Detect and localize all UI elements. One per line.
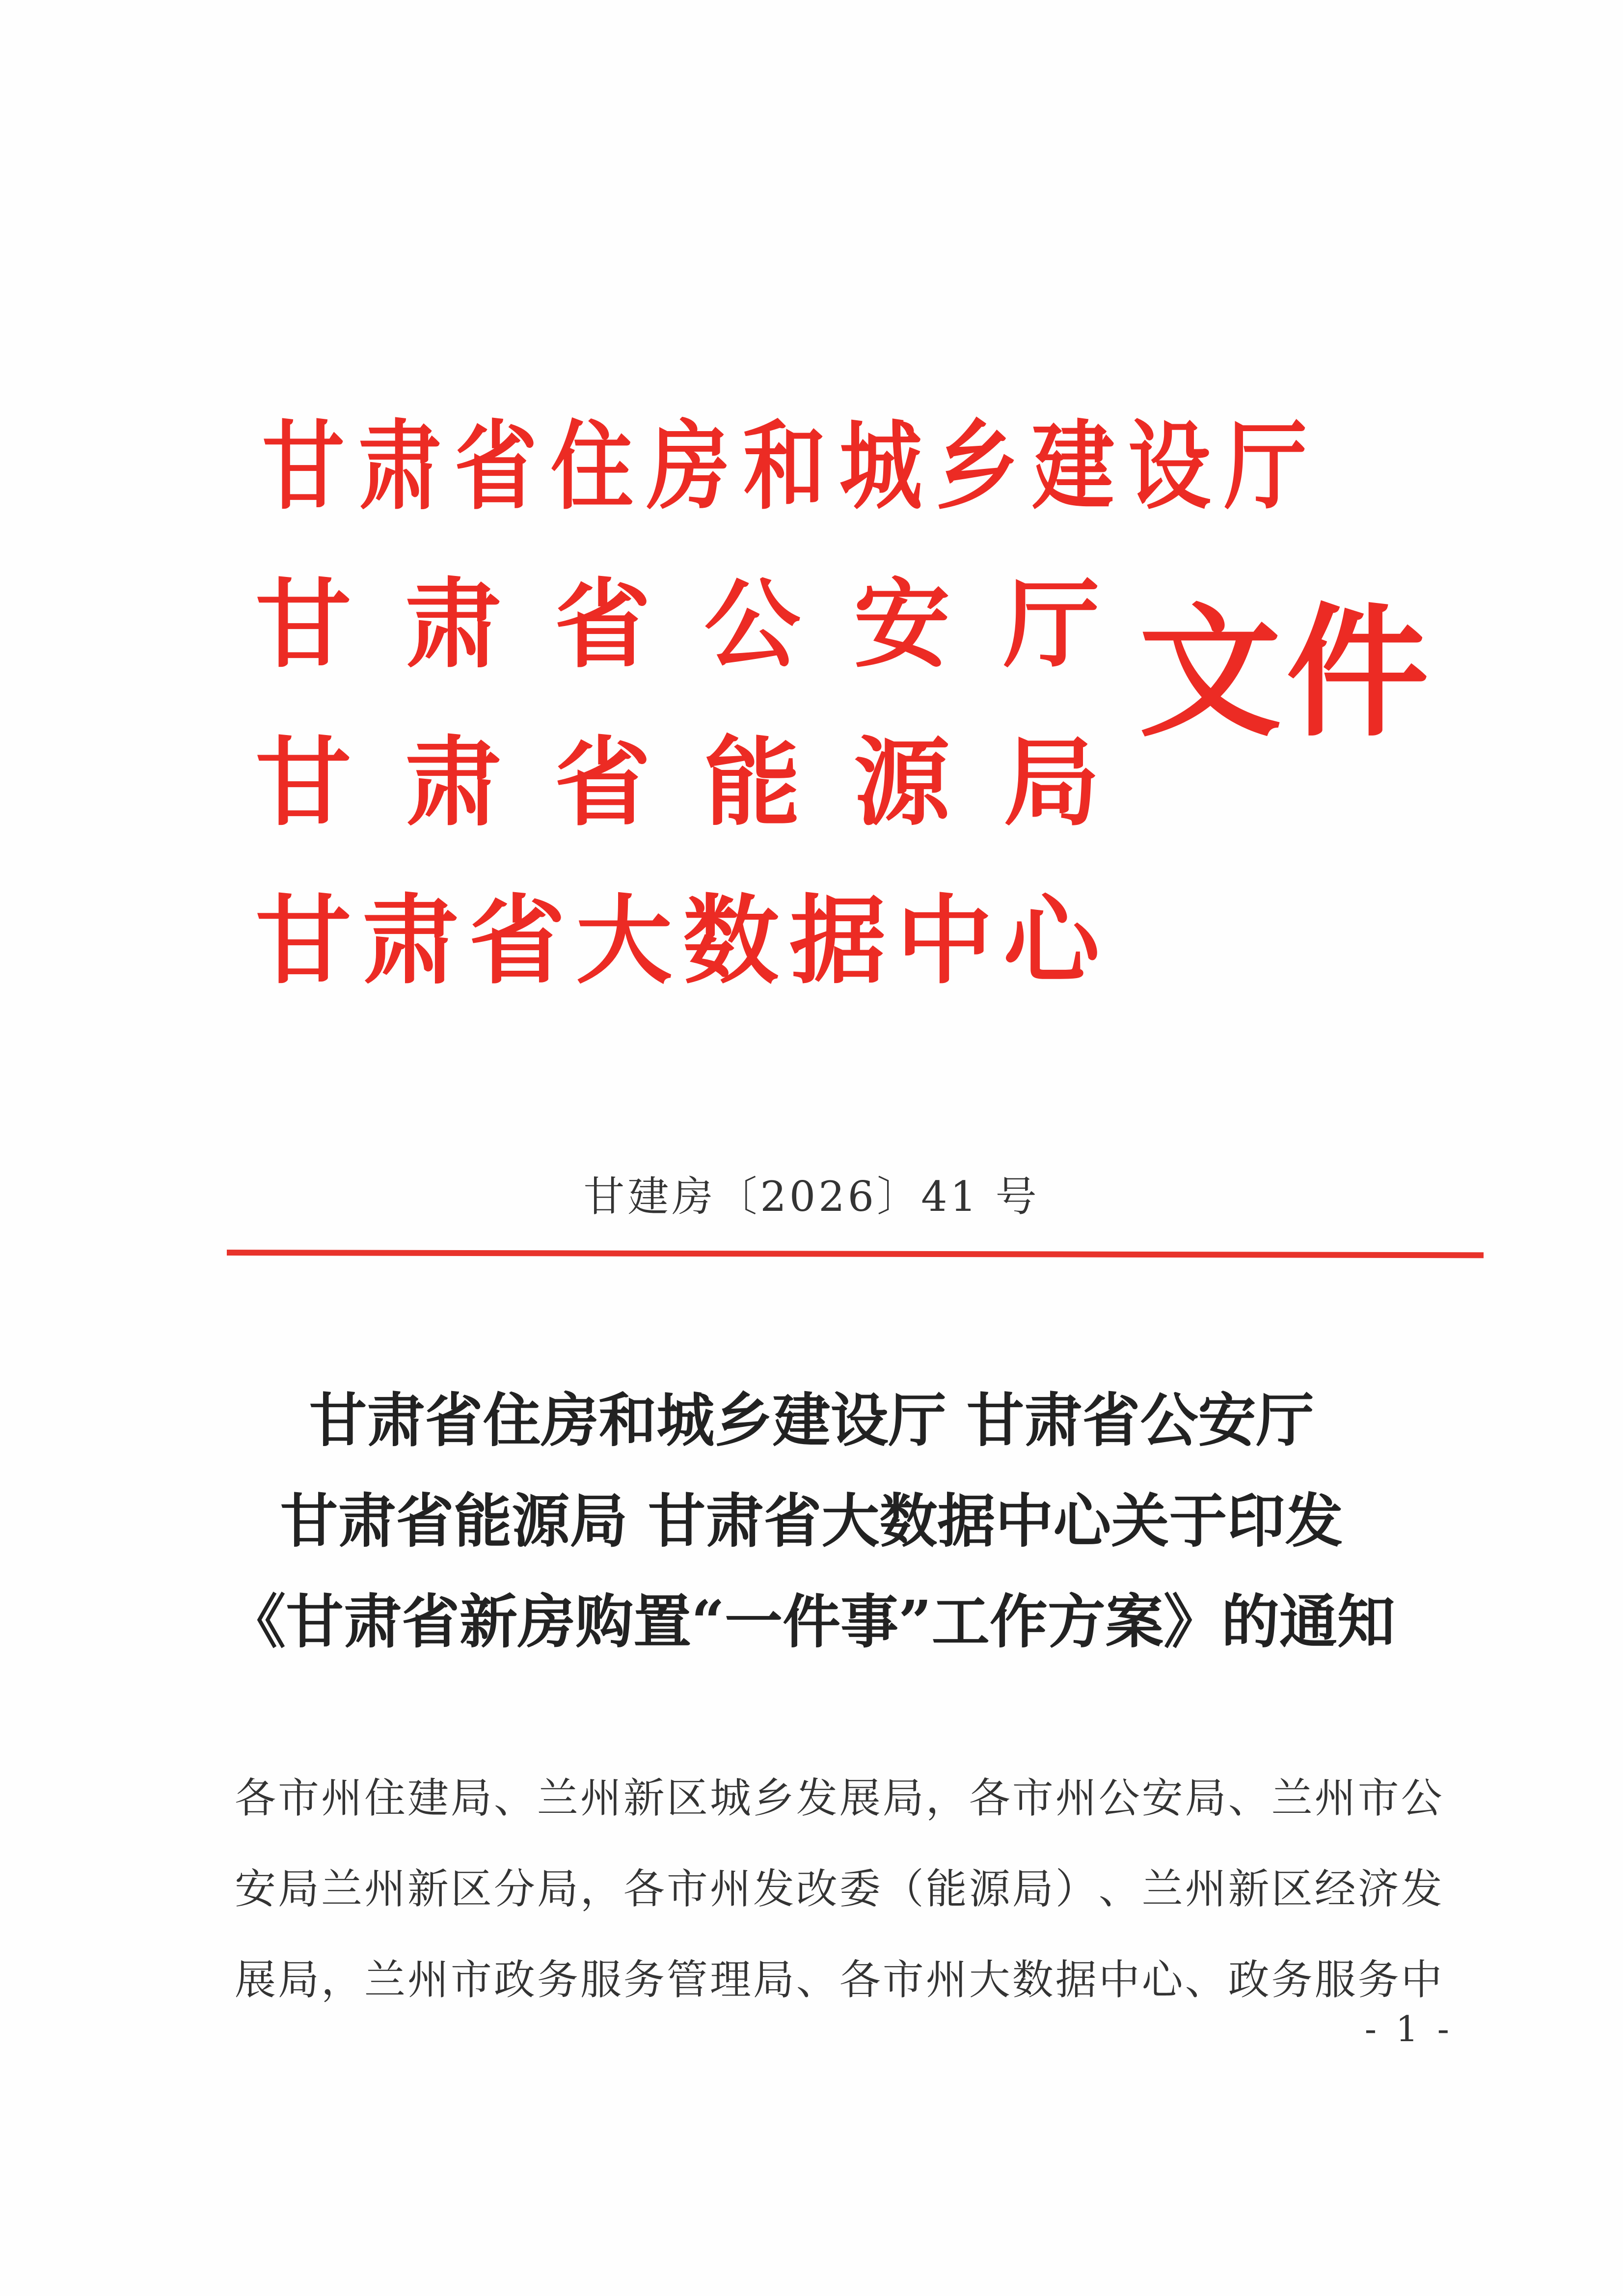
title-line-3: 《甘肃省新房购置“一件事”工作方案》的通知	[228, 1587, 1395, 1656]
agency-char: 城	[839, 411, 922, 523]
document-suffix: 文件	[1139, 589, 1434, 756]
body-char: 区	[450, 1865, 492, 1913]
body-char: 各	[235, 1774, 276, 1822]
agency-line-2	[255, 546, 1100, 704]
body-char: 州	[407, 1956, 449, 2004]
body-char: 兰	[1141, 1865, 1183, 1913]
agency-char: 省	[454, 411, 538, 523]
body-char: 局	[882, 1774, 924, 1822]
body-char: （	[882, 1865, 924, 1913]
body-char: 兰	[364, 1956, 406, 2004]
agency-char: 源	[854, 727, 950, 839]
agency-char: 中	[896, 885, 993, 997]
body-char: 建	[407, 1774, 449, 1822]
agency-char: 厅	[1224, 411, 1307, 523]
agency-char: 甘	[255, 885, 352, 997]
body-char: 局	[753, 1956, 794, 2004]
body-char: 各	[969, 1774, 1010, 1822]
agency-char: 安	[854, 569, 950, 681]
body-char: 各	[623, 1865, 665, 1913]
body-char: 区	[1271, 1865, 1313, 1913]
agency-char: 建	[1031, 411, 1115, 523]
body-char: 州	[321, 1774, 362, 1822]
body-char: ，	[925, 1774, 967, 1822]
body-char: 市	[277, 1774, 319, 1822]
agency-char: 据	[789, 885, 886, 997]
body-char: 各	[839, 1956, 881, 2004]
title-line-2: 甘肃省能源局 甘肃省大数据中心关于印发	[280, 1487, 1343, 1555]
agency-char: 厅	[1003, 569, 1100, 681]
body-char: 市	[882, 1956, 924, 2004]
agency-line-3	[255, 704, 1100, 862]
body-char: 公	[1401, 1774, 1442, 1822]
body-line	[235, 1753, 1442, 1844]
body-char: 、	[1185, 1956, 1226, 2004]
body-char: 局	[277, 1956, 319, 2004]
body-char: 安	[235, 1865, 276, 1913]
agency-line-4	[255, 862, 1100, 1020]
body-char: 心	[1141, 1956, 1183, 2004]
body-char: 发	[796, 1774, 838, 1822]
body-char: 经	[1314, 1865, 1356, 1913]
body-char: 区	[666, 1774, 708, 1822]
body-char: 州	[709, 1865, 751, 1913]
body-char: 政	[493, 1956, 535, 2004]
body-char: 服	[580, 1956, 622, 2004]
body-char: ）	[1055, 1865, 1097, 1913]
page-number: - 1 -	[1364, 2008, 1453, 2050]
agency-char: 房	[647, 411, 730, 523]
agency-char: 肃	[405, 727, 501, 839]
agency-char: 省	[469, 885, 566, 997]
body-char: 展	[235, 1956, 276, 2004]
body-char: 务	[1271, 1956, 1313, 2004]
body-char: 发	[1401, 1865, 1442, 1913]
agency-char: 甘	[262, 411, 345, 523]
body-char: 州	[580, 1774, 622, 1822]
body-line	[235, 1935, 1442, 2025]
body-char: 务	[537, 1956, 578, 2004]
body-char: 源	[969, 1865, 1010, 1913]
body-char: 中	[1098, 1956, 1140, 2004]
body-char: 服	[1314, 1956, 1356, 2004]
agency-char: 大	[576, 885, 673, 997]
body-char: 兰	[537, 1774, 578, 1822]
body-char: 中	[1401, 1956, 1442, 2004]
body-char: 展	[839, 1774, 881, 1822]
body-char: 局	[1012, 1865, 1054, 1913]
agency-char: 心	[1003, 885, 1100, 997]
body-char: 改	[796, 1865, 838, 1913]
body-char: 市	[450, 1956, 492, 2004]
body-char: 州	[1314, 1774, 1356, 1822]
body-char: ，	[580, 1865, 622, 1913]
agency-char: 公	[704, 569, 801, 681]
body-char: ，	[321, 1956, 362, 2004]
body-char: 委	[839, 1865, 881, 1913]
body-char: 局	[537, 1865, 578, 1913]
body-char: 能	[925, 1865, 967, 1913]
body-char: 务	[623, 1956, 665, 2004]
body-char: 、	[1098, 1865, 1140, 1913]
body-char: 新	[407, 1865, 449, 1913]
body-char: 兰	[321, 1865, 362, 1913]
agency-char: 设	[1128, 411, 1211, 523]
body-char: 政	[1228, 1956, 1270, 2004]
agency-char: 省	[554, 569, 651, 681]
agency-char: 住	[550, 411, 634, 523]
body-char: 、	[493, 1774, 535, 1822]
body-char: 管	[666, 1956, 708, 2004]
agency-char: 甘	[255, 569, 352, 681]
body-char: 州	[1185, 1865, 1226, 1913]
body-char: 乡	[753, 1774, 794, 1822]
body-char: 兰	[1271, 1774, 1313, 1822]
body-char: 市	[666, 1865, 708, 1913]
body-char: 新	[1228, 1865, 1270, 1913]
document-title	[0, 1370, 1623, 1672]
body-char: 公	[1098, 1774, 1140, 1822]
agency-char: 乡	[935, 411, 1019, 523]
body-char: 城	[709, 1774, 751, 1822]
body-char: 数	[1012, 1956, 1054, 2004]
body-char: 局	[1185, 1774, 1226, 1822]
agency-char: 数	[682, 885, 779, 997]
agency-char: 省	[554, 727, 651, 839]
agency-char: 肃	[405, 569, 501, 681]
body-char: 大	[969, 1956, 1010, 2004]
body-char: 据	[1055, 1956, 1097, 2004]
agency-char: 局	[1003, 727, 1100, 839]
agency-char: 肃	[362, 885, 459, 997]
body-char: 州	[364, 1865, 406, 1913]
title-line-1: 甘肃省住房和城乡建设厅 甘肃省公安厅	[309, 1386, 1314, 1454]
agency-char: 肃	[358, 411, 441, 523]
agency-char: 和	[743, 411, 826, 523]
body-char: 局	[277, 1865, 319, 1913]
body-text	[235, 1753, 1442, 2025]
body-char: 市	[1012, 1774, 1054, 1822]
document-number: 甘建房〔2026〕41 号	[583, 1173, 1040, 1221]
body-char: 务	[1357, 1956, 1399, 2004]
agency-char: 甘	[255, 727, 352, 839]
body-char: 发	[753, 1865, 794, 1913]
body-char: 理	[709, 1956, 751, 2004]
body-char: 分	[493, 1865, 535, 1913]
body-char: 市	[1357, 1774, 1399, 1822]
body-line	[235, 1844, 1442, 1935]
body-char: 、	[1228, 1774, 1270, 1822]
body-char: 安	[1141, 1774, 1183, 1822]
body-char: 州	[925, 1956, 967, 2004]
body-char: 、	[796, 1956, 838, 2004]
body-char: 济	[1357, 1865, 1399, 1913]
body-char: 局	[450, 1774, 492, 1822]
body-char: 住	[364, 1774, 406, 1822]
agency-char: 能	[704, 727, 801, 839]
agency-line-1	[255, 388, 1307, 546]
body-char: 新	[623, 1774, 665, 1822]
body-char: 州	[1055, 1774, 1097, 1822]
red-divider-line	[227, 1250, 1484, 1258]
